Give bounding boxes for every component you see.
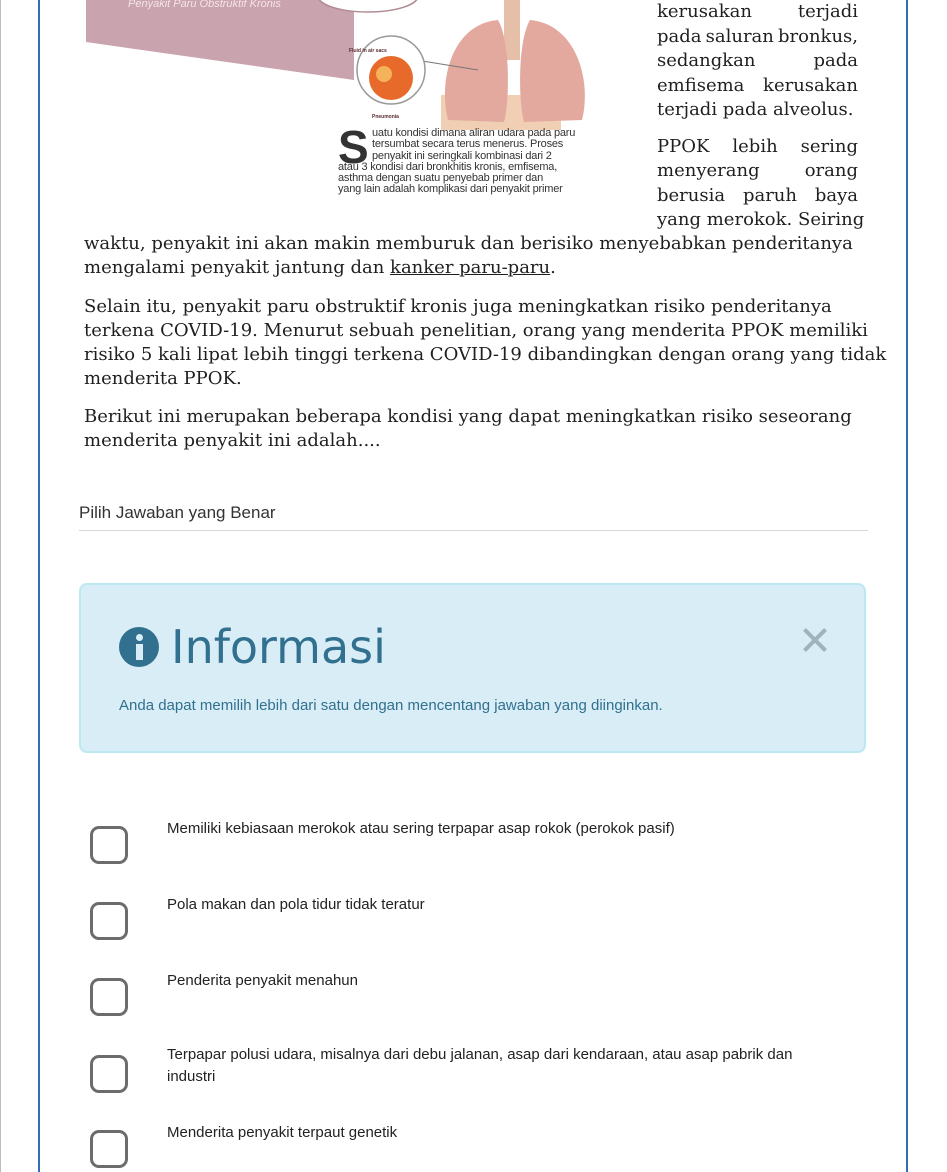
article-paragraph-3 [84,405,858,453]
checkbox[interactable] [90,902,128,940]
article-line: mengalami penyakit jantung dan kanker paru-paru. [84,257,556,278]
caption-line: asthma dengan suatu penyebab primer dan [338,172,544,185]
caption-line: atau 3 kondisi dari bronkhitis kronis, emfisema, [338,160,558,173]
checkbox[interactable] [90,978,128,1016]
article-line: Selain itu, penyakit paru obstruktif kronis juga meningkatkan risiko penderitanya [84,296,832,317]
caption-line: uatu kondisi dimana aliran udara pada paru [372,127,576,139]
checkbox[interactable] [90,1130,128,1168]
checkbox[interactable] [90,1055,128,1093]
caption-line: yang lain adalah komplikasi dari penyakit primer [338,183,563,196]
label-pneumonia: Pneumonia [372,114,399,120]
option-label: Memiliki kebiasaan merokok atau sering terpapar asap rokok (perokok pasif) [167,820,675,837]
article-line: kerusakan terjadi [657,1,858,22]
inflamed-alveoli [369,56,413,100]
link-kanker-paru-paru[interactable]: kanker paru-paru [390,257,551,278]
content-frame-left-border [38,0,40,1172]
article-line: menderita penyakit ini adalah.... [84,430,381,451]
infographic-title: Penyakit Paru Obstruktif Kronis [128,0,281,10]
article-line: PPOK lebih sering [657,135,858,157]
article-paragraph-1 [84,232,858,280]
article-line: berusia paruh baya [657,184,858,206]
title-band [86,0,354,80]
content-frame-right-border [906,0,908,1172]
option-label: Penderita penyakit menahun [167,972,358,989]
article-line: terjadi pada alveolus. [657,99,854,120]
left-lung [445,20,508,122]
trachea [504,0,520,60]
question-header: Pilih Jawaban yang Benar [79,503,868,531]
article-line: menyerang orang [657,160,858,181]
label-fluid-in-air-sacs: Fluid in air sacs [349,48,387,54]
article-line: waktu, penyakit ini akan makin memburuk dan berisiko menyebabkan penderitanya [84,233,853,254]
article-line: menderita PPOK. [84,368,242,389]
info-circle-icon [119,627,159,667]
info-alert [79,583,866,753]
article-line: Berikut ini merupakan beberapa kondisi yang dapat meningkatkan risiko seseorang [84,406,852,427]
article-line: pada saluran bronkus, [657,25,858,47]
alert-message: Anda dapat memilih lebih dari satu dengan mencentang jawaban yang diinginkan. [119,697,663,714]
option-label: Terpapar polusi udara, misalnya dari debu jalanan, asap dari kendaraan, atau asap pabrik dan industri [167,1046,793,1085]
option-label: Pola makan dan pola tidur tidak teratur [167,896,425,913]
article-right-column [657,0,865,233]
alveoli-highlight [376,66,392,82]
copd-infographic [86,0,646,212]
right-lung [520,20,585,122]
checkbox[interactable] [90,826,128,864]
caption-line: tersumbat secara terus menerus. Proses [372,138,564,151]
close-icon[interactable] [800,625,830,655]
option-label: Menderita penyakit terpaut genetik [167,1124,398,1141]
infographic-illustration [86,0,646,130]
alert-title: Informasi [171,620,386,674]
article-paragraph-2 [84,295,887,391]
article-line: emfisema kerusakan [657,74,858,96]
article-line: terkena COVID-19. Menurut sebuah penelitian, orang yang menderita PPOK memiliki [84,320,868,341]
caption-dropcap: S [338,121,369,173]
page-edge-left [0,0,1,1172]
infographic-caption [338,128,638,196]
caption-line: penyakit ini seringkali kombinasi dari 2 [372,149,552,162]
article-line: risiko 5 kali lipat lebih tinggi terkena COVID-19 dibandingkan dengan orang yang tidak [84,344,887,365]
article-line: yang merokok. Seiring [657,209,865,230]
article-line: sedangkan pada [657,50,858,71]
